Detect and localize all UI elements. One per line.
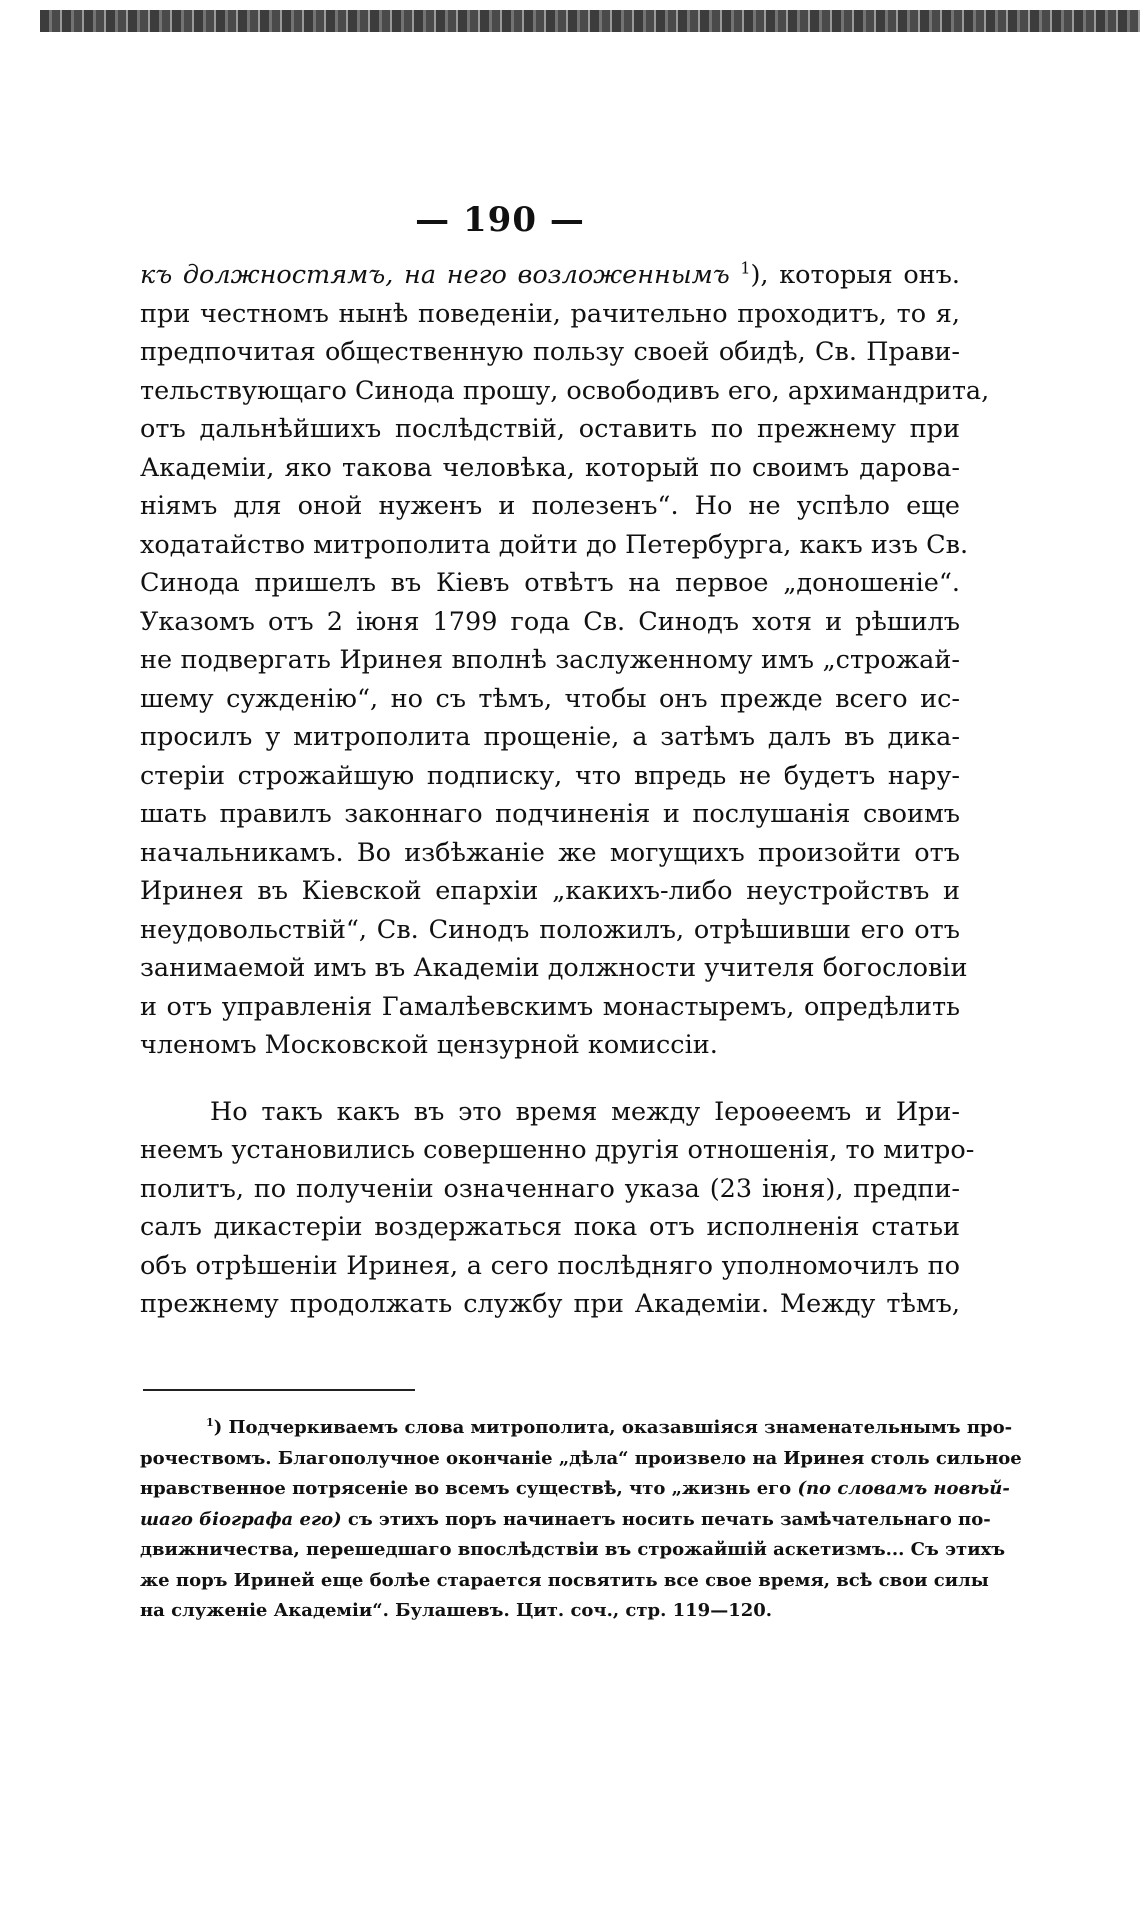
paragraph-gap: [140, 1065, 960, 1093]
footnote-italic: (по словамъ новѣй-: [797, 1478, 1010, 1499]
text-line: Указомъ отъ 2 іюня 1799 года Св. Синодъ хотя и рѣшилъ: [140, 606, 960, 637]
text-line: занимаемой имъ въ Академіи должности учителя богословіи: [140, 953, 968, 983]
text-line: и отъ управленія Гамалѣевскимъ монастыремъ, опредѣлить: [140, 991, 960, 1022]
text-line: членомъ Московской цензурной комиссіи.: [140, 1030, 718, 1060]
footnote-line: [140, 1505, 991, 1536]
footnote-italic: шаго біографа его): [140, 1508, 342, 1530]
text-line: начальникамъ. Во избѣжаніе же могущихъ произойти отъ: [140, 837, 960, 868]
scanned-top-edge: [40, 10, 1140, 32]
footnote-line: движничества, перешедшаго впослѣдствіи въ строжайшій аскетизмъ... Съ этихъ: [140, 1539, 1006, 1560]
footnote-marker: 1: [206, 1416, 214, 1429]
footnote-line: рочествомъ. Благополучное окончаніе „дѣла“ произвело на Иринея столь сильное: [140, 1447, 1022, 1469]
footnote-line: [140, 1474, 1010, 1505]
footnote-text: съ этихъ поръ начинаетъ носить печать замѣчательнаго по-: [341, 1508, 991, 1530]
text-line-1: [140, 256, 960, 295]
footnote-separator: [143, 1389, 415, 1391]
text-line: Но такъ какъ въ это время между Іероѳеемъ и Ири-: [210, 1096, 960, 1127]
footnote-line: [140, 1413, 1013, 1444]
text-line: шать правилъ законнаго подчиненія и послушанія своимъ: [140, 799, 960, 829]
text-line: Синода пришелъ въ Кіевъ отвѣтъ на первое „доношеніе“.: [140, 568, 960, 598]
italic-phrase: къ должностямъ, на него возложеннымъ: [140, 260, 730, 290]
text-line: не подвергать Иринея вполнѣ заслуженному имъ „строжай-: [140, 645, 960, 675]
text-line: Академіи, яко такова человѣка, который по своимъ дарова-: [140, 452, 960, 483]
footnote-ref: 1: [740, 258, 751, 278]
text-line: при честномъ нынѣ поведеніи, рачительно проходитъ, то я,: [140, 298, 960, 329]
footnote: [140, 1413, 1022, 1627]
text-line: предпочитая общественную пользу своей обидѣ, Св. Прави-: [140, 337, 960, 367]
text-line: стеріи строжайшую подписку, что впредь не будетъ нару-: [140, 760, 960, 791]
text-line: объ отрѣшеніи Иринея, а сего послѣдняго уполномочилъ по: [140, 1250, 960, 1281]
text-line: тельствующаго Синода прошу, освободивъ его, архимандрита,: [140, 375, 990, 406]
footnote-text: нравственное потрясеніе во всемъ существѣ, что „жизнь его: [140, 1478, 798, 1499]
text-line: шему сужденію“, но съ тѣмъ, чтобы онъ прежде всего ис-: [140, 683, 960, 714]
text-line: неемъ установились совершенно другія отношенія, то митро-: [140, 1135, 975, 1165]
text-line: прежнему продолжать службу при Академіи. Между тѣмъ,: [140, 1289, 960, 1319]
text-line: просилъ у митрополита прощеніе, а затѣмъ далъ въ дика-: [140, 722, 960, 752]
text-line: ходатайство митрополита дойти до Петербурга, какъ изъ Св.: [140, 529, 969, 560]
text-line-1-tail: ), которыя онъ.: [750, 260, 960, 290]
footnote-text: ) Подчеркиваемъ слова митрополита, оказавшіяся знаменательнымъ про-: [213, 1417, 1013, 1438]
footnote-line: на служеніе Академіи“. Булашевъ. Цит. соч., стр. 119—120.: [140, 1600, 773, 1621]
main-text: [140, 256, 990, 1324]
page-number: — 190 —: [415, 200, 585, 240]
text-line: ніямъ для оной нуженъ и полезенъ“. Но не успѣло еще: [140, 491, 960, 521]
footnote-line: же поръ Ириней еще болѣе старается посвятить все свое время, всѣ свои силы: [140, 1569, 989, 1591]
text-line: неудовольствій“, Св. Синодъ положилъ, отрѣшивши его отъ: [140, 914, 960, 945]
text-line: Иринея въ Кіевской епархіи „какихъ-либо неустройствъ и: [140, 876, 960, 906]
text-line: политъ, по полученіи означеннаго указа (23 іюня), предпи-: [140, 1173, 960, 1204]
text-line: салъ дикастеріи воздержаться пока отъ исполненія статьи: [140, 1212, 960, 1242]
text-line: отъ дальнѣйшихъ послѣдствій, оставить по прежнему при: [140, 414, 960, 444]
